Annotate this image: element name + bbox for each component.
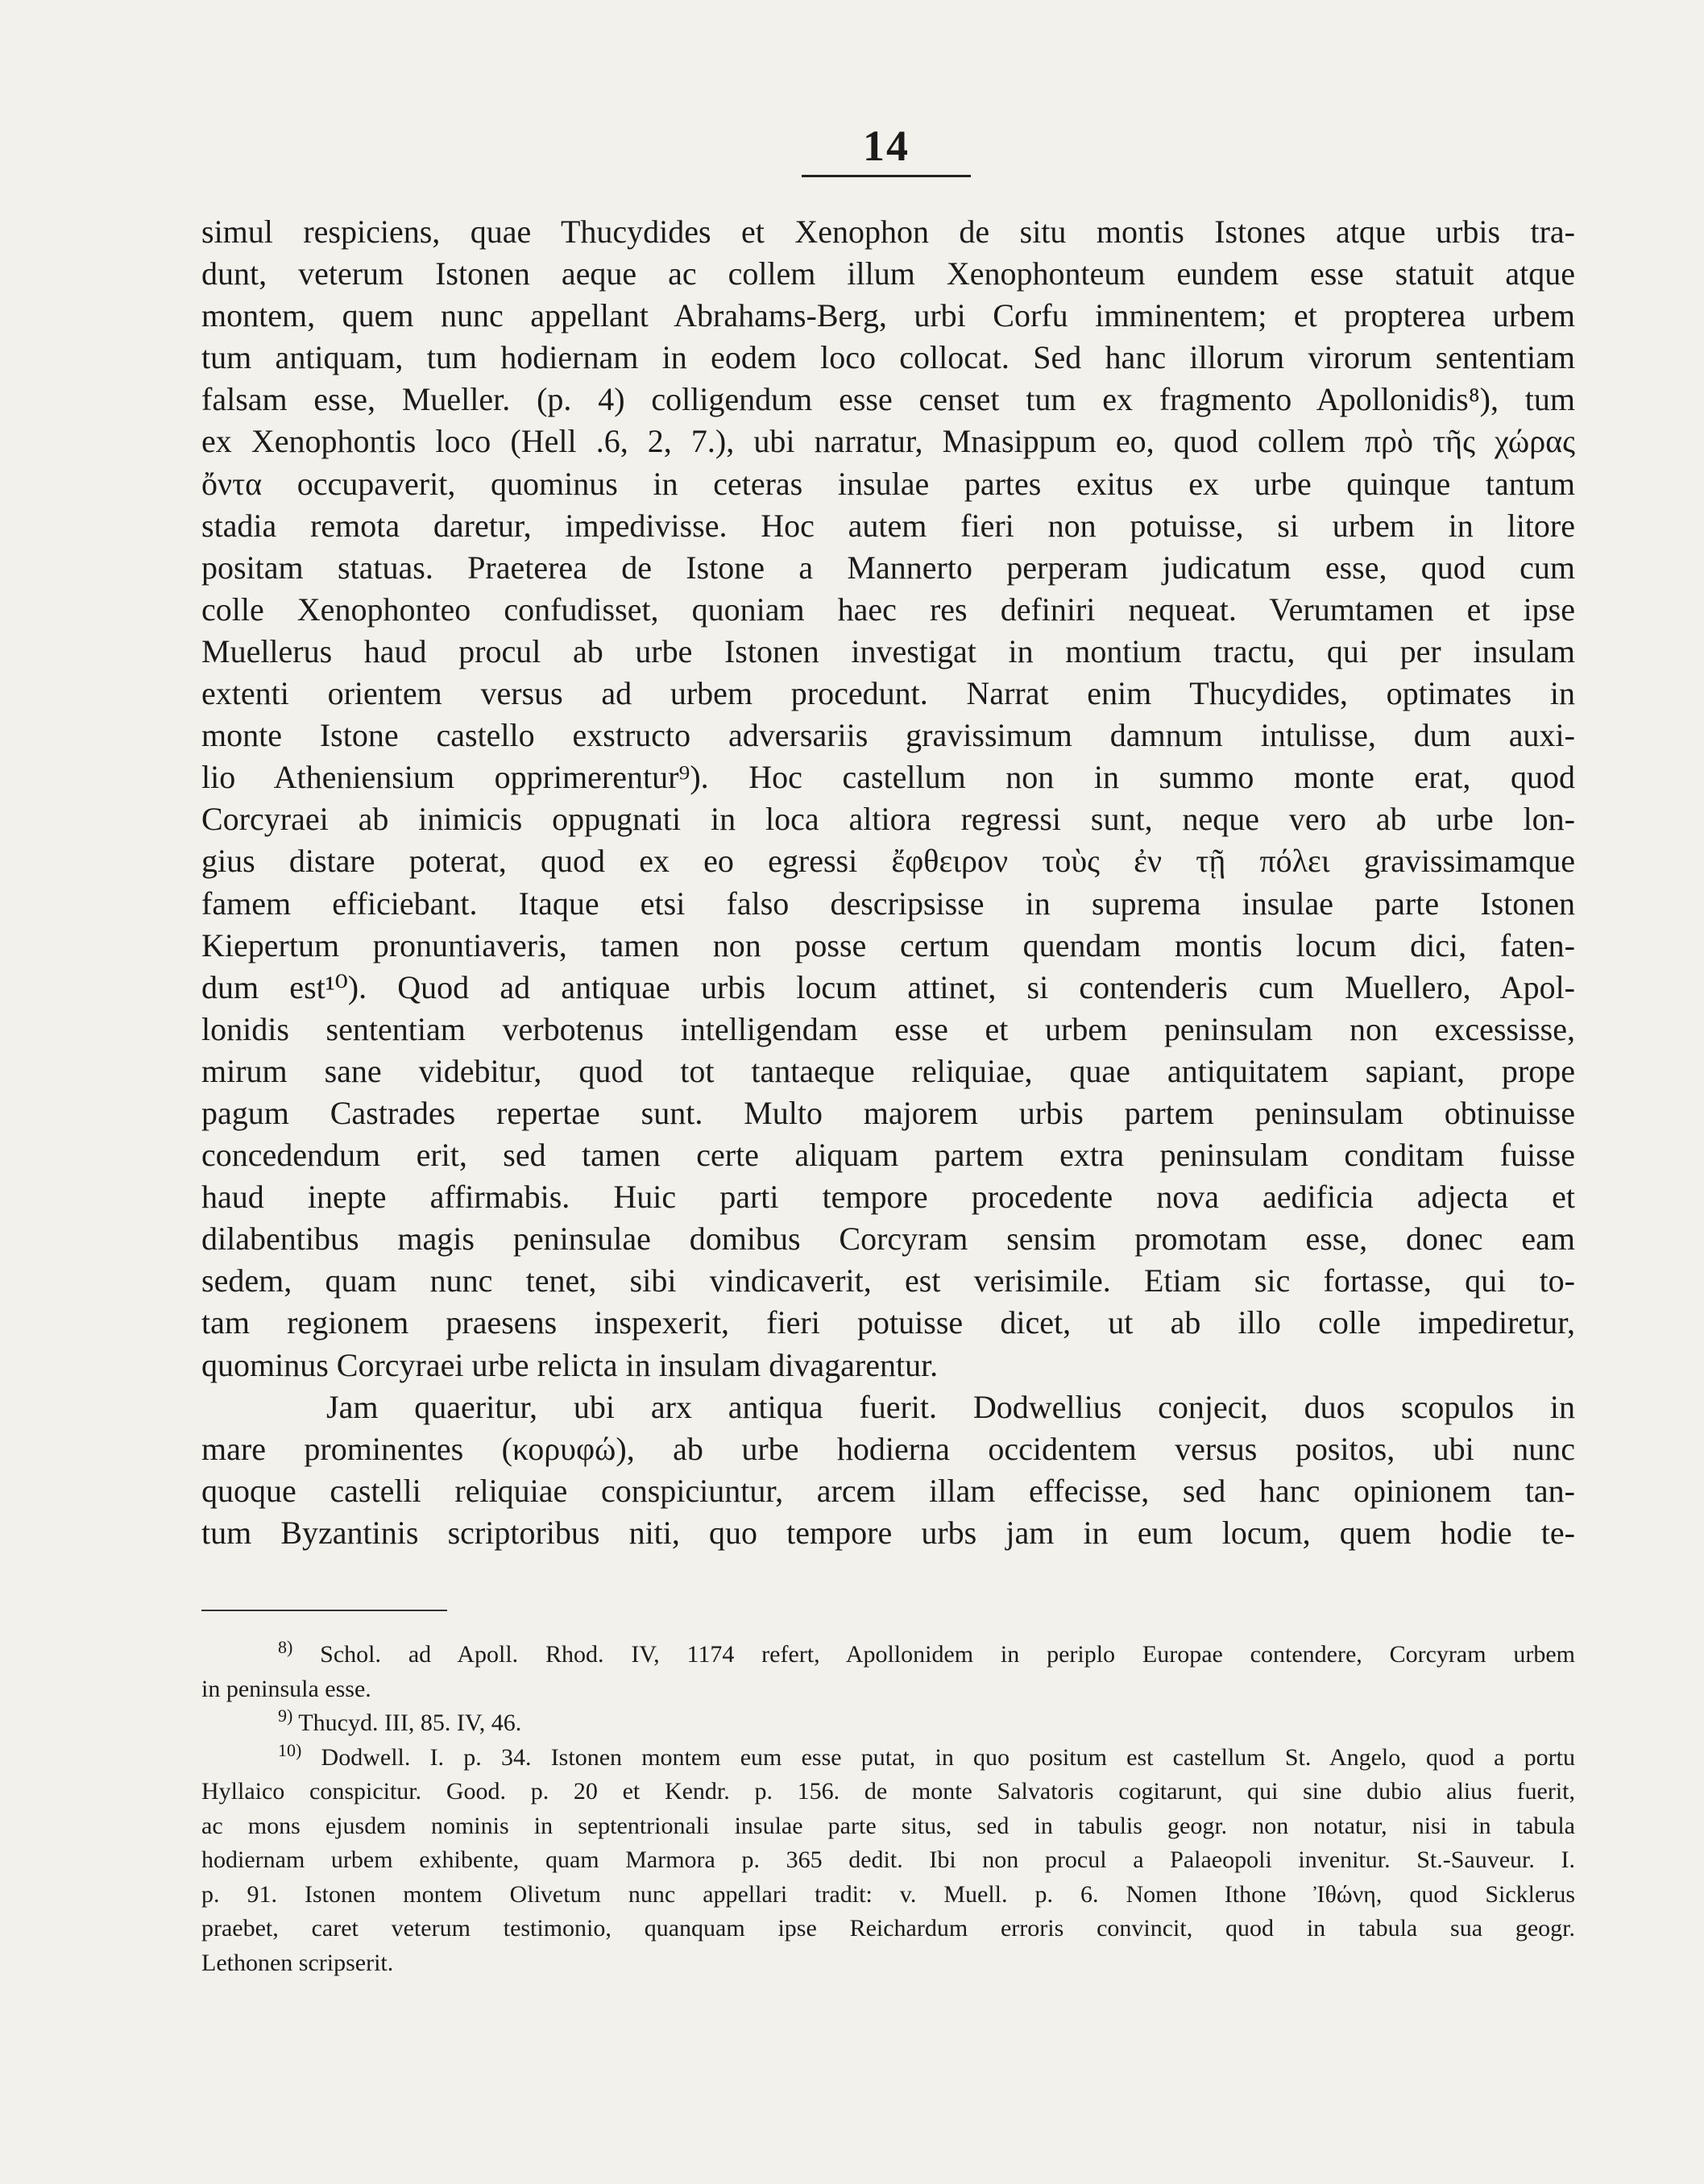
text-line: haud inepte affirmabis. Huic parti tempore procedente nova aedificia adjecta et xyxy=(201,1179,1575,1216)
footnote-9-line xyxy=(201,1706,1575,1741)
text-line: extenti orientem versus ad urbem procedunt. Narrat enim Thucydides, optimates in xyxy=(201,675,1575,712)
footnote-10-mark: 10) xyxy=(278,1739,302,1760)
text-line: mare prominentes (κορυφώ), ab urbe hodierna occidentem versus positos, ubi nunc xyxy=(201,1430,1575,1467)
text-line: positam statuas. Praeterea de Istone a Mannerto perperam judicatum esse, quod cum xyxy=(201,549,1575,586)
text-line: tam regionem praesens inspexerit, fieri potuisse dicet, ut ab illo colle impediretur, xyxy=(201,1304,1575,1341)
text-line: stadia remota daretur, impedivisse. Hoc autem fieri non potuisse, si urbem in litore xyxy=(201,507,1575,544)
footnote-10-line xyxy=(201,1741,1575,1776)
text-line: Corcyraei ab inimicis oppugnati in loca altiora regressi sunt, neque vero ab urbe lon- xyxy=(201,801,1575,838)
text-line: concedendum erit, sed tamen certe aliquam partem extra peninsulam conditam fuisse xyxy=(201,1137,1575,1174)
footnote-8-mark: 8) xyxy=(278,1637,293,1657)
text-line: simul respiciens, quae Thucydides et Xenophon de situ montis Istones atque urbis tra- xyxy=(201,213,1575,250)
page-number-rule xyxy=(802,175,971,177)
text-line: quominus Corcyraei urbe relicta in insulam divagarentur. xyxy=(201,1346,939,1383)
text-line: montem, quem nunc appellant Abrahams-Berg, urbi Corfu imminentem; et propterea urbem xyxy=(201,297,1575,334)
footnote-10-line: ac mons ejusdem nominis in septentrionali insulae parte situs, sed in tabulis geogr. non notatur, nisi in tabula xyxy=(201,1812,1575,1839)
text-line: lio Atheniensium opprimerentur⁹). Hoc castellum non in summo monte erat, quod xyxy=(201,759,1575,796)
footnote-10-line: praebet, caret veterum testimonio, quanquam ipse Reichardum erroris convincit, quod in tabula sua geogr. xyxy=(201,1915,1575,1942)
text-line: lonidis sententiam verbotenus intelligendam esse et urbem peninsulam non excessisse, xyxy=(201,1010,1575,1047)
text-line: mirum sane videbitur, quod tot tantaeque reliquiae, quae antiquitatem sapiant, prope xyxy=(201,1052,1575,1089)
text-line: tum antiquam, tum hodiernam in eodem loco collocat. Sed hanc illorum virorum sententiam xyxy=(201,339,1575,376)
page-number: 14 xyxy=(863,122,910,170)
text-line: falsam esse, Mueller. (p. 4) colligendum esse censet tum ex fragmento Apollonidis⁸), tum xyxy=(201,381,1575,418)
text-line: dunt, veterum Istonen aeque ac collem illum Xenophonteum eundem esse statuit atque xyxy=(201,255,1575,292)
footnote-10-text: Dodwell. I. p. 34. Istonen montem eum esse putat, in quo positum est castellum St. Angelo, quod a portu xyxy=(321,1743,1576,1771)
footnote-9-mark: 9) xyxy=(278,1705,293,1726)
footnote-9-text: Thucyd. III, 85. IV, 46. xyxy=(298,1709,522,1736)
text-line: dum est¹⁰). Quod ad antiquae urbis locum attinet, si contenderis cum Muellero, Apol- xyxy=(201,968,1575,1005)
footnote-8-line xyxy=(201,1638,1575,1672)
footnote-10-line: Lethonen scripserit. xyxy=(201,1949,394,1976)
text-line: tum Byzantinis scriptoribus niti, quo tempore urbs jam in eum locum, quem hodie te- xyxy=(201,1514,1575,1551)
footnote-10-line: Hyllaico conspicitur. Good. p. 20 et Kendr. p. 156. de monte Salvatoris cogitarunt, qui sine dubio alius fuerit, xyxy=(201,1778,1575,1805)
text-line: sedem, quam nunc tenet, sibi vindicaverit, est verisimile. Etiam sic fortasse, qui to- xyxy=(201,1262,1575,1299)
text-line: monte Istone castello exstructo adversariis gravissimum damnum intulisse, dum auxi- xyxy=(201,717,1575,754)
footnote-10-line: hodiernam urbem exhibente, quam Marmora p. 365 dedit. Ibi non procul a Palaeopoli invenitur. St.-Sauveur. I. xyxy=(201,1846,1575,1873)
text-line: ex Xenophontis loco (Hell .6, 2, 7.), ubi narratur, Mnasippum eo, quod collem πρὸ τῆς χώρας xyxy=(201,423,1575,460)
text-line: Muellerus haud procul ab urbe Istonen investigat in montium tractu, qui per insulam xyxy=(201,632,1575,669)
text-line: pagum Castrades repertae sunt. Multo majorem urbis partem peninsulam obtinuisse xyxy=(201,1094,1575,1131)
text-line: dilabentibus magis peninsulae domibus Corcyram sensim promotam esse, donec eam xyxy=(201,1220,1575,1258)
text-line: Kiepertum pronuntiaveris, tamen non posse certum quendam montis locum dici, faten- xyxy=(201,926,1575,964)
text-line: famem efficiebant. Itaque etsi falso descripsisse in suprema insulae parte Istonen xyxy=(201,885,1575,922)
footnote-10-line: p. 91. Istonen montem Olivetum nunc appellari tradit: v. Muell. p. 6. Nomen Ithone Ἰθώνη, quod Sicklerus xyxy=(201,1880,1575,1908)
main-text xyxy=(201,211,1575,1554)
footnote-8-text: Schol. ad Apoll. Rhod. IV, 1174 refert, Apollonidem in periplo Europae contendere, Corcyram urbem xyxy=(320,1641,1576,1668)
footnotes xyxy=(201,1638,1575,1980)
text-line: gius distare poterat, quod ex eo egressi ἔφθειρον τοὺς ἐν τῇ πόλει gravissimamque xyxy=(201,843,1575,880)
paragraph-start-line: Jam quaeritur, ubi arx antiqua fuerit. Dodwellius conjecit, duos scopulos in xyxy=(326,1388,1575,1425)
footnote-separator xyxy=(201,1610,447,1611)
text-line: colle Xenophonteo confudisset, quoniam haec res definiri nequeat. Verumtamen et ipse xyxy=(201,591,1575,628)
footnote-8-line: in peninsula esse. xyxy=(201,1675,371,1702)
text-line: ὄντα occupaverit, quominus in ceteras insulae partes exitus ex urbe quinque tantum xyxy=(201,465,1575,502)
text-line: quoque castelli reliquiae conspiciuntur, arcem illam effecisse, sed hanc opinionem tan- xyxy=(201,1472,1575,1509)
